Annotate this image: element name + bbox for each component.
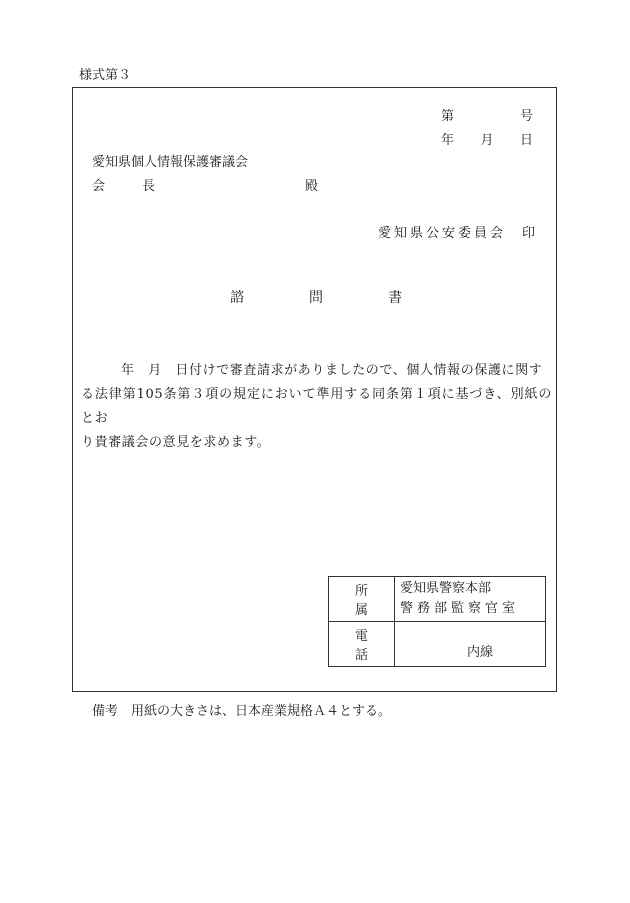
phone-extension: 内線 [395,622,546,667]
title-char-1: 諮 [230,290,244,306]
phone-label: 電話 [329,622,395,667]
title-char-2: 問 [309,290,323,306]
body-line-3: り貴審議会の意見を求めます。 [81,435,271,450]
affiliation-value [395,577,546,622]
affiliation-label: 所属 [329,577,395,622]
affiliation-line-1: 愛知県警察本部 [400,581,492,596]
body-line-2: る法律第105条第３項の規定において準用する同条第１項に基づき、別紙のとお [81,387,552,426]
reference-number [441,110,533,123]
title-char-3: 書 [388,290,402,306]
document-title [230,291,402,305]
date-day: 日 [519,133,533,148]
date-month: 月 [480,133,494,148]
footnote: 備考 用紙の大きさは、日本産業規格Ａ４とする。 [92,704,392,719]
body-line-1: 年 月 日付けで審査請求がありましたので、個人情報の保護に関す [121,363,543,378]
chair-title: 会 長 [92,179,168,194]
chair-honorific: 殿 [304,179,318,194]
ref-suffix: 号 [519,109,533,124]
sender: 愛知県公安委員会 印 [378,226,539,241]
affiliation-line-2: 警務部監察官室 [400,601,520,616]
addressee-organization: 愛知県個人情報保護審議会 [92,155,249,170]
contact-table [328,576,546,667]
ref-prefix: 第 [441,109,455,124]
date-year: 年 [441,133,455,148]
body-text [81,359,552,455]
addressee-chair [92,180,318,193]
affiliation-row [329,577,546,622]
form-number: 様式第３ [79,68,132,83]
date-line [441,134,533,147]
phone-row [329,622,546,667]
